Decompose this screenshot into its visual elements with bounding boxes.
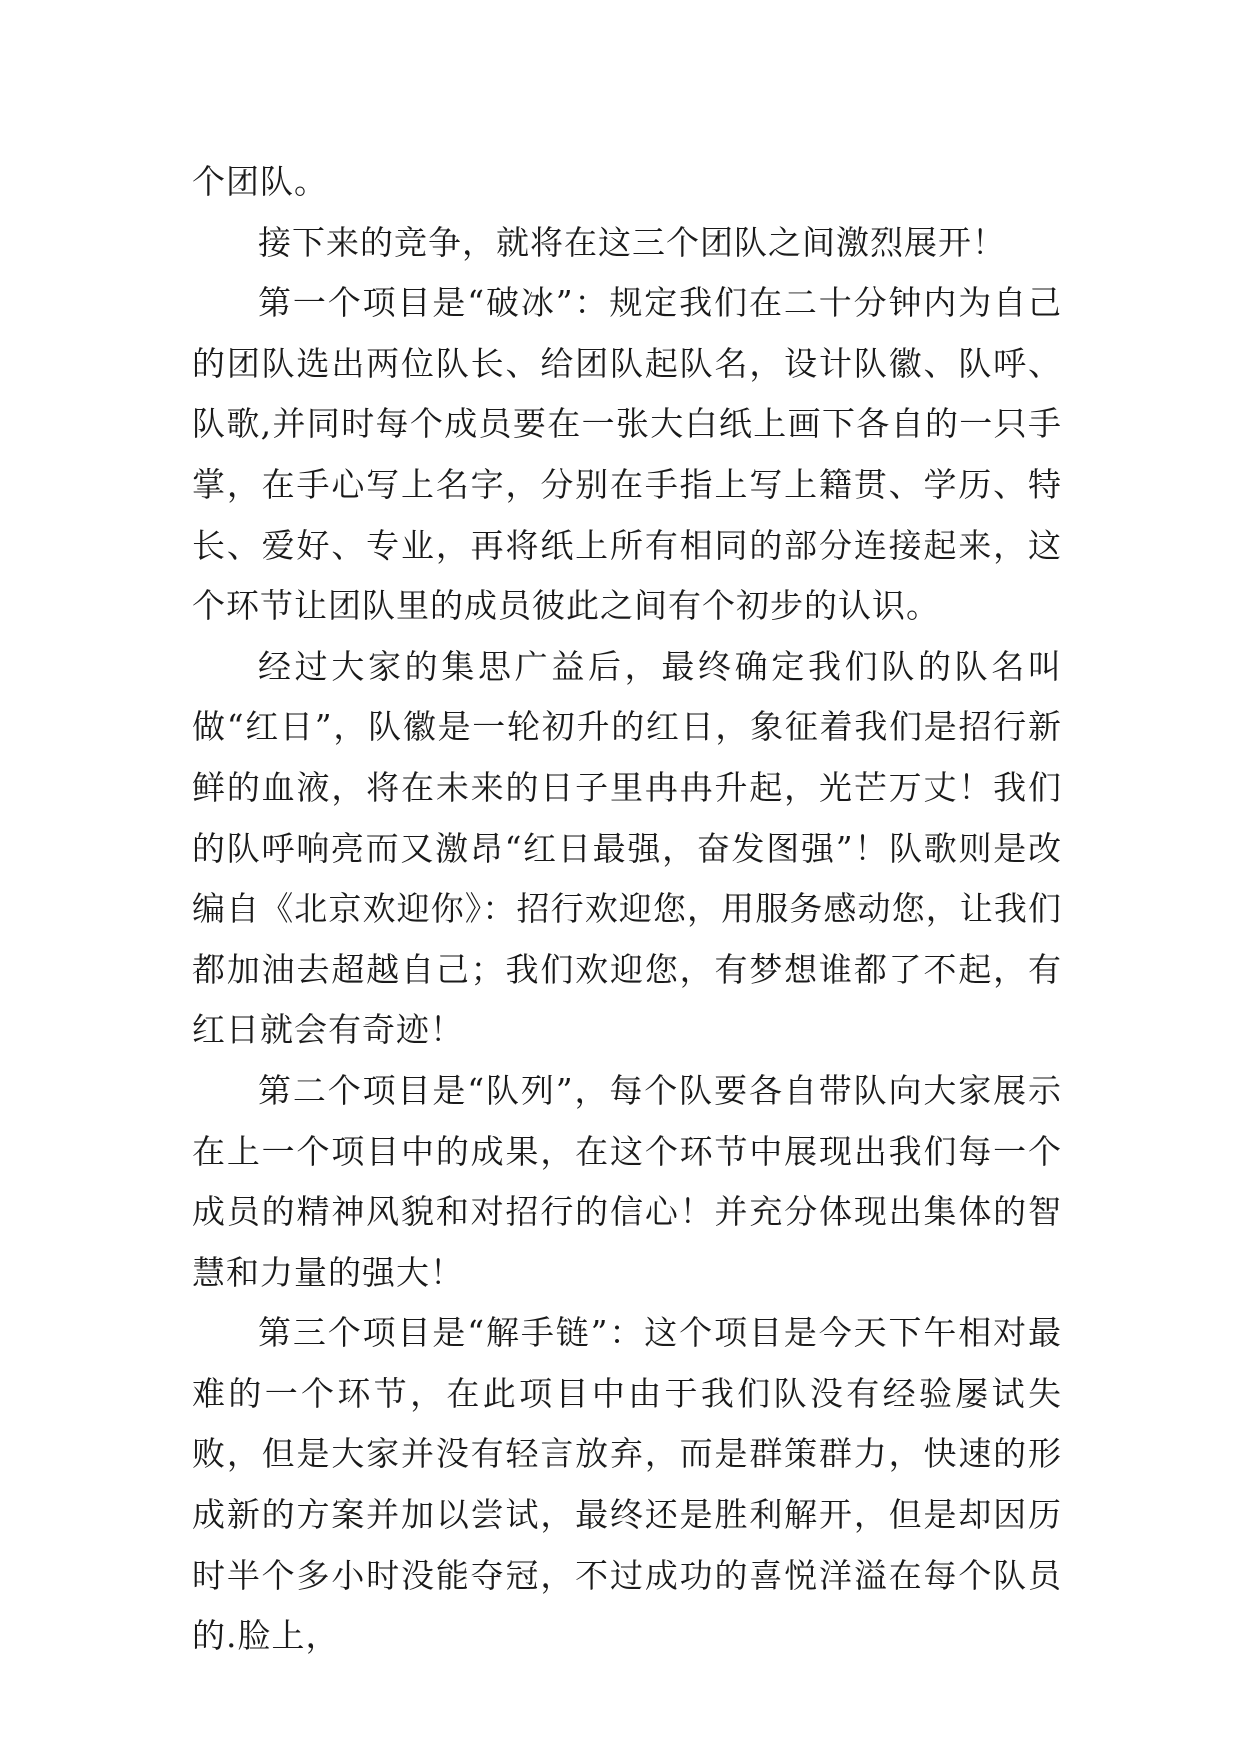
paragraph-3: 第一个项目是“破冰”：规定我们在二十分钟内为自己的团队选出两位队长、给团队起队名，设计队徽、队呼、队歌,并同时每个成员要在一张大白纸上画下各自的一只手掌，在手心写上名字，分别在手指上写上籍贯、学历、特长、爱好、专业，再将纸上所有相同的部分连接起来，这个环节让团队里的成员彼此之间有个初步的认识。 <box>192 283 1062 626</box>
paragraph-1: 个团队。 <box>192 162 328 201</box>
paragraph-5: 第二个项目是“队列”，每个队要各自带队向大家展示在上一个项目中的成果，在这个环节中展现出我们每一个成员的精神风貌和对招行的信心！并充分体现出集体的智慧和力量的强大！ <box>192 1070 1062 1292</box>
paragraph-2: 接下来的竞争，就将在这三个团队之间激烈展开！ <box>258 222 1006 262</box>
paragraph-6: 第三个项目是“解手链”：这个项目是今天下午相对最难的一个环节，在此项目中由于我们队没有经验屡试失败，但是大家并没有轻言放弃，而是群策群力，快速的形成新的方案并加以尝试，最终还是胜利解开，但是却因历时半个多小时没能夺冠，不过成功的喜悦洋溢在每个队员的.脸上， <box>192 1313 1062 1656</box>
document-body <box>192 152 1062 1667</box>
paragraph-4: 经过大家的集思广益后，最终确定我们队的队名叫做“红日”，队徽是一轮初升的红日，象征着我们是招行新鲜的血液，将在未来的日子里冉冉升起，光芒万丈！我们的队呼响亮而又激昂“红日最强，奋发图强”！队歌则是改编自《北京欢迎你》：招行欢迎您，用服务感动您，让我们都加油去超越自己；我们欢迎您，有梦想谁都了不起，有红日就会有奇迹！ <box>192 646 1062 1050</box>
